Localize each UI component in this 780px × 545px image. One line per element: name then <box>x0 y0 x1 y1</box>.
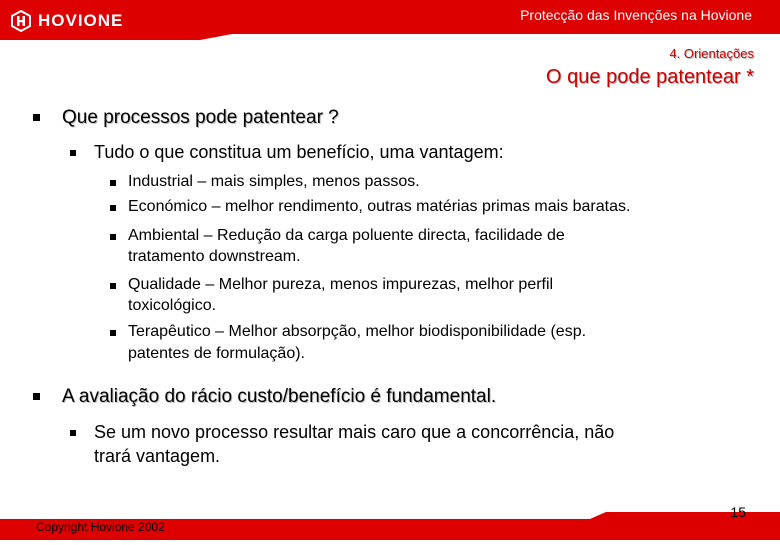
brand-name: HOVIONE <box>38 11 124 30</box>
bullet-square-icon <box>110 205 116 211</box>
item2-heading: A avaliação do rácio custo/benefício é fundamental. <box>62 386 497 407</box>
slide-title: O que pode patentear * <box>546 66 754 88</box>
bullet-square-icon <box>110 234 116 240</box>
bullet-square-icon <box>110 180 116 186</box>
point-terapeutico-cont: patentes de formulação). <box>128 345 305 362</box>
point-ambiental-cont: tratamento downstream. <box>128 248 301 265</box>
item1-subheading: Tudo o que constitua um benefício, uma vantagem: <box>94 142 504 162</box>
page-number: 15 <box>730 504 746 520</box>
bullet-square-icon <box>110 330 116 336</box>
bullet-square-icon <box>110 283 116 289</box>
point-ambiental: Ambiental – Redução da carga poluente directa, facilidade de <box>128 227 565 244</box>
section-label: 4. Orientações <box>669 46 754 61</box>
bullet-square-icon <box>33 114 40 121</box>
item1-heading: Que processos pode patentear ? <box>62 107 339 128</box>
point-terapeutico: Terapêutico – Melhor absorpção, melhor biodisponibilidade (esp. <box>128 323 587 340</box>
bullet-square-icon <box>70 150 76 156</box>
item2-sub-line2: trará vantagem. <box>94 446 221 466</box>
point-economico: Económico – melhor rendimento, outras matérias primas mais baratas. <box>128 198 631 215</box>
point-industrial: Industrial – mais simples, menos passos. <box>128 173 420 190</box>
item2-sub-line1: Se um novo processo resultar mais caro que a concorrência, não <box>94 422 615 442</box>
copyright-text: Copyright Hovione 2002 <box>36 520 165 534</box>
point-qualidade-cont: toxicológico. <box>128 297 217 314</box>
bullet-square-icon <box>70 430 76 436</box>
point-qualidade: Qualidade – Melhor pureza, menos impurezas, melhor perfil <box>128 276 554 293</box>
bullet-square-icon <box>33 393 40 400</box>
hovione-logo <box>10 10 123 32</box>
presentation-title: Protecção das Invenções na Hovione <box>520 7 752 23</box>
hovione-logo-icon <box>10 10 32 32</box>
